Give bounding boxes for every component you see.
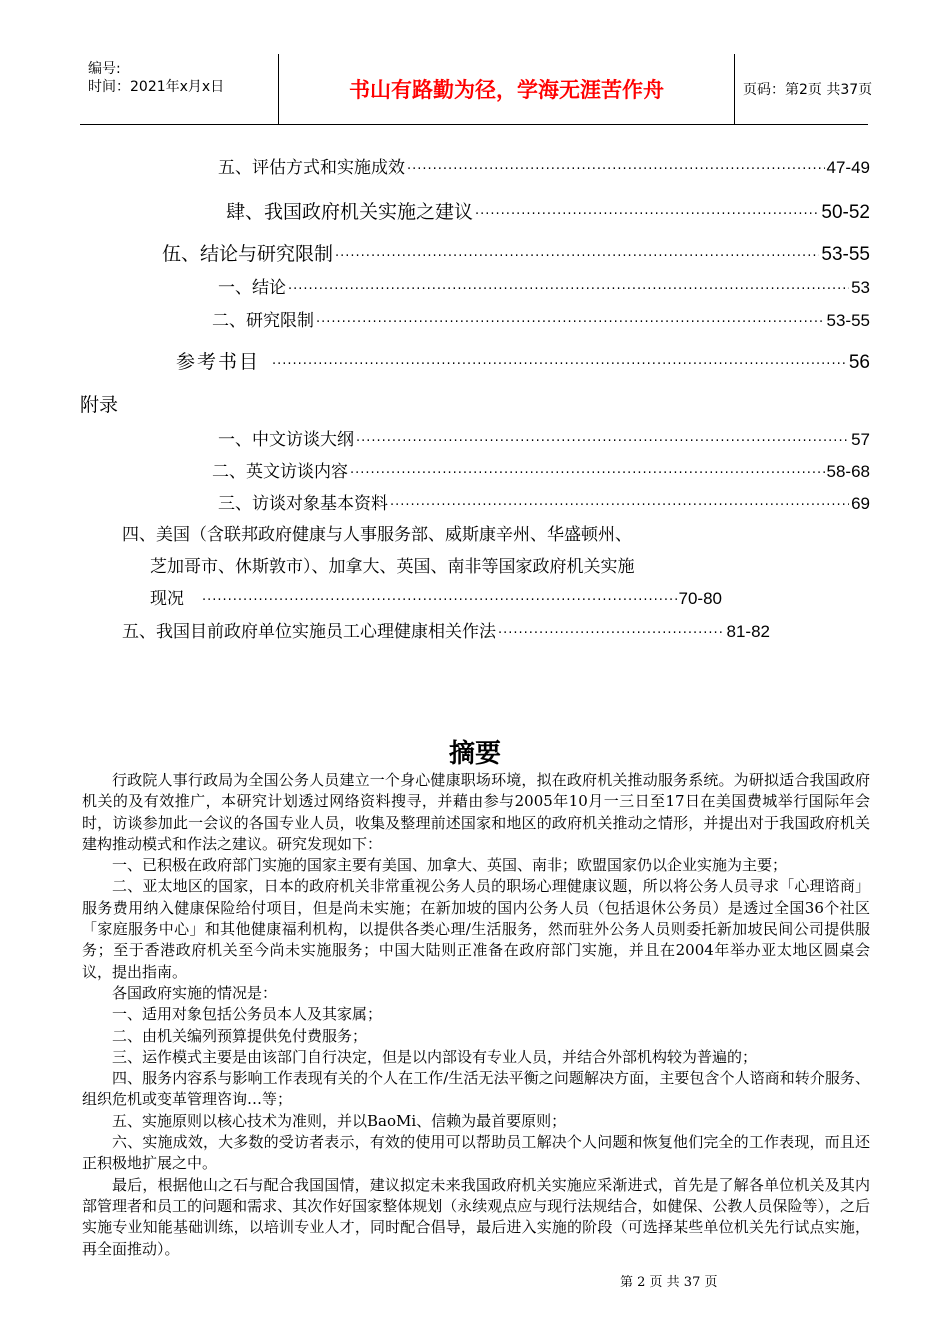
toc-label: 现况 (150, 589, 184, 609)
abstract-paragraph: 五、实施原则以核心技术为准则，并以BaoMi、信赖为最首要原则； (112, 1111, 567, 1130)
toc-page: 81-82 (726, 622, 770, 641)
abstract-paragraph: 三、运作模式主要是由该部门自行决定，但是以内部设有专业人员，并结合外部机构较为普遍的； (112, 1047, 758, 1066)
abstract-body (82, 770, 870, 1260)
abstract-paragraph: 行政院人事行政局为全国公务人员建立一个身心健康职场环境，拟在政府机关推动服务系统。为研拟适合我国政府机关的及有效推广，本研究计划透过网络资料搜寻，并藉由参与2005年10月一三日至17日在美国费城举行国际年会时，访谈参加此一会议的各国专业人员，收集及整理前述国家和地区的政府机关推动之情形，并提出对于我国政府机关建构推动模式和作法之建议。研究发现如下： (82, 771, 870, 853)
appendix-entry (212, 457, 870, 482)
toc-label: 参考书目 (176, 351, 261, 373)
toc-leader (335, 249, 819, 264)
appendix-item4-line1: 四、美国（含联邦政府健康与人事服务部、威斯康辛州、华盛顿州、 (122, 525, 632, 545)
toc-entry (226, 197, 870, 224)
toc-leader (350, 466, 825, 481)
abstract-paragraph: 各国政府实施的情况是： (112, 983, 278, 1002)
toc-entry (218, 273, 870, 298)
toc-page: 69 (851, 494, 870, 513)
toc-entry (212, 306, 870, 331)
toc-entry (218, 153, 870, 178)
toc-leader (407, 162, 825, 177)
toc-label: 五、我国目前政府单位实施员工心理健康相关作法 (122, 622, 496, 642)
appendix-entry (150, 584, 722, 609)
toc-label: 五、评估方式和实施成效 (218, 158, 405, 178)
toc-entry (176, 347, 870, 374)
toc-entry (162, 239, 870, 266)
toc-label: 三、访谈对象基本资料 (218, 494, 388, 514)
toc-page: 47-49 (826, 158, 870, 177)
toc-page: 53 (851, 278, 870, 297)
header-page-info: 页码：第2页 共37页 (743, 82, 873, 98)
toc-page: 50-52 (821, 202, 870, 223)
header-meta (80, 54, 278, 124)
toc-label: 伍、结论与研究限制 (162, 243, 334, 265)
toc-leader (390, 498, 849, 513)
toc-page: 70-80 (678, 589, 722, 608)
abstract-paragraph: 二、由机关编列预算提供免付费服务； (112, 1026, 368, 1045)
page-footer: 第 2 页 共 37 页 (620, 1275, 718, 1290)
toc-leader (356, 434, 849, 449)
page-header (80, 54, 873, 125)
toc-leader (316, 315, 825, 330)
appendix-entry (122, 617, 770, 642)
abstract-paragraph: 六、实施成效，大多数的受访者表示，有效的使用可以帮助员工解决个人问题和恢复他们完全的工作表现，而且还正积极地扩展之中。 (82, 1133, 870, 1173)
toc-label: 二、英文访谈内容 (212, 462, 348, 482)
toc-label: 一、中文访谈大纲 (218, 430, 354, 450)
toc-label: 肆、我国政府机关实施之建议 (226, 201, 474, 223)
toc-page: 53-55 (821, 244, 870, 265)
toc-leader (288, 282, 849, 297)
appendix-item4-line2: 芝加哥市、休斯敦市）、加拿大、英国、南非等国家政府机关实施 (150, 557, 635, 577)
toc-leader (475, 207, 819, 222)
toc-page: 58-68 (826, 462, 870, 481)
toc-leader (498, 626, 725, 641)
serial-label: 编号: (88, 61, 121, 77)
abstract-paragraph: 四、服务内容系与影响工作表现有关的个人在工作/生活无法平衡之问题解决方面，主要包含个人谘商和转介服务、组织危机或变革管理咨询…等； (82, 1069, 870, 1109)
abstract-paragraph: 一、适用对象包括公务员本人及其家属； (112, 1005, 383, 1024)
toc-page: 53-55 (826, 311, 870, 330)
time-label: 时间：2021年x月x日 (88, 79, 225, 95)
appendix-entry (218, 489, 870, 514)
toc-label: 一、结论 (218, 278, 286, 298)
appendix-title: 附录 (80, 394, 119, 416)
toc-page: 56 (848, 352, 870, 373)
toc-leader (272, 357, 847, 372)
abstract-title: 摘要 (448, 739, 501, 769)
toc-page: 57 (851, 430, 870, 449)
appendix-entry (218, 425, 870, 450)
toc-label: 二、研究限制 (212, 311, 314, 331)
abstract-paragraph: 最后，根据他山之石与配合我国国情，建议拟定未来我国政府机关实施应采渐进式，首先是了解各单位机关及其内部管理者和员工的问题和需求、其次作好国家整体规划（永续观点应与现行法规结合，如健保、公教人员保险等），之后实施专业知能基础训练，以培训专业人才，同时配合倡导，最后进入实施的阶段（可选择某些单位机关先行试点实施，再全面推动）。 (82, 1175, 870, 1258)
toc-leader (202, 593, 677, 608)
header-motto: 书山有路勤为径，学海无涯苦作舟 (278, 54, 735, 124)
abstract-paragraph: 一、已积极在政府部门实施的国家主要有美国、加拿大、英国、南非；欧盟国家仍以企业实施为主要； (112, 856, 788, 875)
abstract-paragraph: 二、亚太地区的国家，日本的政府机关非常重视公务人员的职场心理健康议题，所以将公务人员寻求「心理谘商」服务费用纳入健康保险给付项目，但是尚未实施；在新加坡的国内公务人员（包括退休公务员）是透过全国36个社区「家庭服务中心」和其他健康福利机构，以提供各类心理/生活服务，然而驻外公务人员则委托新加坡民间公司提供服务；至于香港政府机关至今尚未实施服务；中国大陆则正准备在政府部门实施，并且在2004年举办亚太地区圆桌会议，提出指南。 (82, 877, 870, 981)
